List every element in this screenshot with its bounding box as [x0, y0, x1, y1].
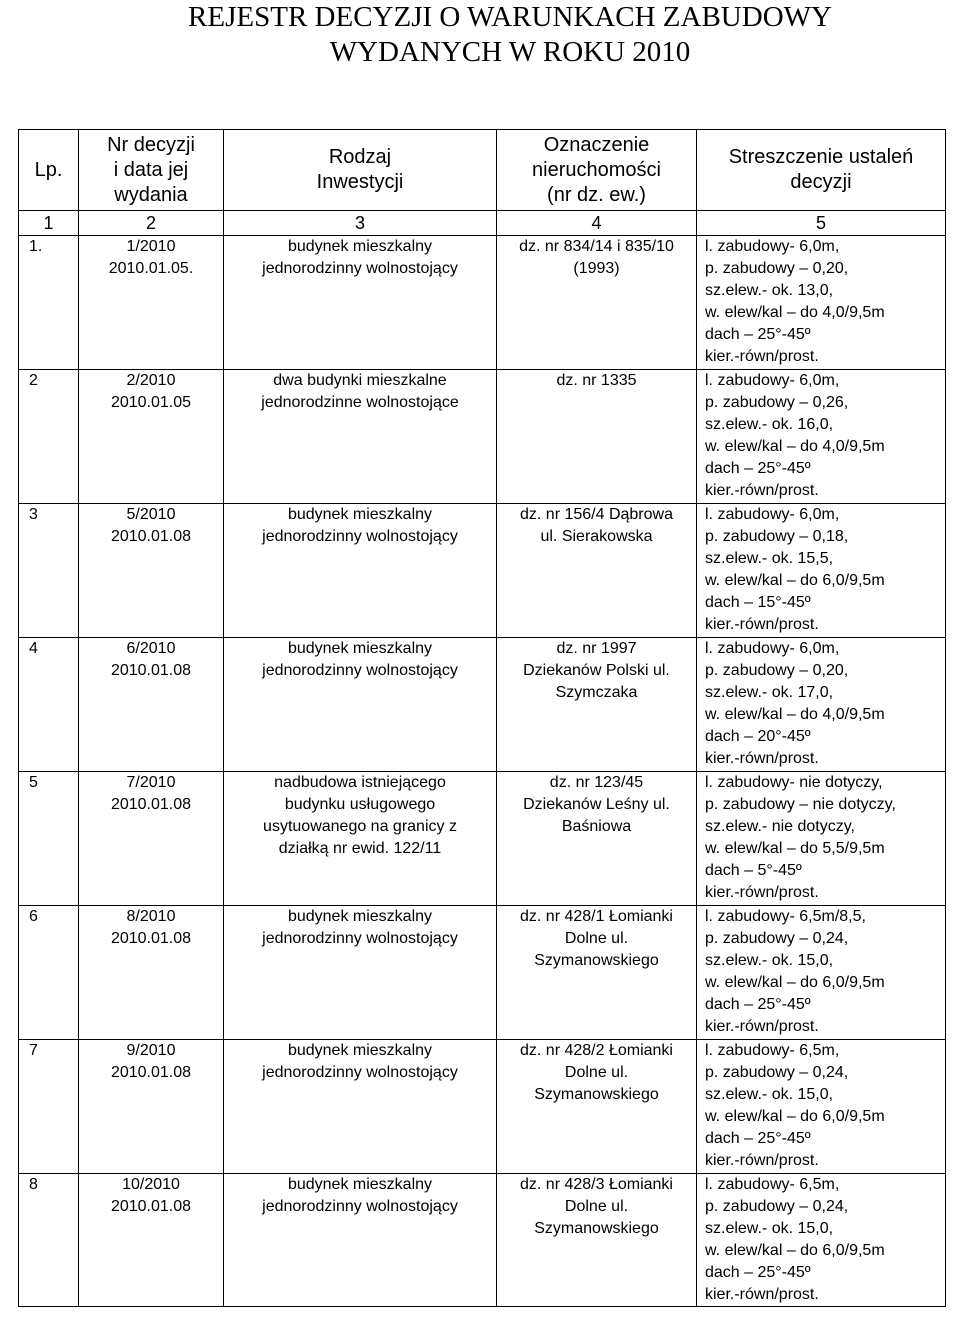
cell-oznaczenie-line: dz. nr 123/45 — [549, 774, 644, 791]
title-line-1: REJESTR DECYZJI O WARUNKACH ZABUDOWY — [188, 1, 832, 33]
cell-streszczenie-line: kier.-równ/prost. — [705, 750, 819, 767]
cell-streszczenie-line: p. zabudowy – 0,20, — [705, 662, 849, 679]
cell-lp: 7 — [19, 1040, 79, 1174]
cell-streszczenie-line: p. zabudowy – 0,20, — [705, 260, 849, 277]
cell-lp: 8 — [19, 1174, 79, 1307]
cell-streszczenie-line: dach – 25°-45º — [705, 1130, 811, 1147]
cell-streszczenie-line: l. zabudowy- 6,0m, — [705, 640, 840, 657]
cell-streszczenie-line: sz.elew.- ok. 13,0, — [705, 282, 834, 299]
cell-streszczenie-line: l. zabudowy- 6,0m, — [705, 372, 840, 389]
cell-streszczenie-line: l. zabudowy- 6,5m/8,5, — [705, 908, 866, 925]
cell-rodzaj-line: dwa budynki mieszkalne — [273, 372, 447, 389]
cell-oznaczenie-line: Szymanowskiego — [534, 952, 659, 969]
cell-rodzaj-line: jednorodzinny wolnostojący — [262, 662, 458, 679]
table-row — [19, 236, 946, 370]
cell-oznaczenie-line: dz. nr 834/14 i 835/10 — [519, 238, 674, 255]
cell-oznaczenie-line: dz. nr 1335 — [556, 372, 637, 389]
cell-oznaczenie-line: Dziekanów Polski ul. — [523, 662, 670, 679]
cell-streszczenie — [697, 906, 946, 1040]
cell-rodzaj-line: jednorodzinny wolnostojący — [262, 1198, 458, 1215]
header-oznaczenie: Oznaczenie nieruchomości (nr dz. ew.) — [497, 130, 697, 211]
cell-oznaczenie-line: dz. nr 1997 — [556, 640, 637, 657]
cell-nr-decyzji-line: 1/2010 — [126, 238, 176, 255]
cell-streszczenie-line: dach – 25°-45º — [705, 996, 811, 1013]
cell-rodzaj — [224, 638, 497, 772]
cell-oznaczenie-line: Szymanowskiego — [534, 1086, 659, 1103]
cell-streszczenie-line: w. elew/kal – do 6,0/9,5m — [705, 1108, 885, 1125]
cell-streszczenie — [697, 638, 946, 772]
cell-streszczenie-line: dach – 25°-45º — [705, 460, 811, 477]
cell-oznaczenie-line: Szymanowskiego — [534, 1220, 659, 1237]
cell-oznaczenie — [497, 370, 697, 504]
cell-nr-decyzji — [79, 638, 224, 772]
cell-rodzaj-line: budynek mieszkalny — [287, 1042, 433, 1059]
cell-nr-decyzji-line: 8/2010 — [126, 908, 176, 925]
cell-oznaczenie-line: Dolne ul. — [564, 1198, 629, 1215]
cell-streszczenie — [697, 370, 946, 504]
table-row — [19, 370, 946, 504]
cell-oznaczenie-line: Baśniowa — [561, 818, 632, 835]
cell-streszczenie-line: w. elew/kal – do 4,0/9,5m — [705, 304, 885, 321]
cell-rodzaj-line: usytuowanego na granicy z — [263, 818, 457, 835]
cell-streszczenie-line: l. zabudowy- 6,0m, — [705, 506, 840, 523]
header-streszczenie: Streszczenie ustaleń decyzji — [697, 130, 946, 211]
cell-rodzaj-line: jednorodzinne wolnostojące — [261, 394, 459, 411]
cell-rodzaj-line: jednorodzinny wolnostojący — [262, 1064, 458, 1081]
table-row — [19, 1174, 946, 1307]
cell-oznaczenie — [497, 772, 697, 906]
cell-streszczenie-line: l. zabudowy- nie dotyczy, — [705, 774, 883, 791]
cell-rodzaj — [224, 236, 497, 370]
cell-streszczenie-line: sz.elew.- ok. 15,5, — [705, 550, 834, 567]
cell-rodzaj — [224, 1040, 497, 1174]
decisions-register-table — [18, 129, 946, 1307]
cell-streszczenie-line: kier.-równ/prost. — [705, 1286, 819, 1303]
cell-nr-decyzji — [79, 504, 224, 638]
cell-oznaczenie-line: dz. nr 428/2 Łomianki — [520, 1042, 673, 1059]
cell-oznaczenie — [497, 906, 697, 1040]
cell-nr-decyzji-line: 7/2010 — [126, 774, 176, 791]
cell-rodzaj-line: budynek mieszkalny — [287, 238, 433, 255]
table-row — [19, 772, 946, 906]
cell-nr-decyzji — [79, 1174, 224, 1307]
cell-streszczenie-line: sz.elew.- ok. 15,0, — [705, 1086, 834, 1103]
table-row — [19, 638, 946, 772]
cell-rodzaj-line: działką nr ewid. 122/11 — [278, 840, 442, 857]
cell-nr-decyzji — [79, 1040, 224, 1174]
cell-oznaczenie-line: ul. Sierakowska — [540, 528, 653, 545]
cell-nr-decyzji-line: 2010.01.08 — [110, 1198, 192, 1215]
cell-nr-decyzji-line: 2010.01.08 — [110, 528, 192, 545]
cell-oznaczenie-line: dz. nr 428/1 Łomianki — [520, 908, 673, 925]
cell-streszczenie-line: p. zabudowy – 0,24, — [705, 1064, 849, 1081]
cell-streszczenie-line: w. elew/kal – do 5,5/9,5m — [705, 840, 885, 857]
cell-nr-decyzji — [79, 772, 224, 906]
cell-oznaczenie — [497, 504, 697, 638]
cell-rodzaj-line: jednorodzinny wolnostojący — [262, 260, 458, 277]
column-numbers-row — [19, 211, 946, 236]
cell-nr-decyzji-line: 2/2010 — [126, 372, 176, 389]
cell-streszczenie-line: p. zabudowy – 0,24, — [705, 930, 849, 947]
cell-rodzaj-line: nadbudowa istniejącego — [274, 774, 446, 791]
cell-streszczenie-line: dach – 15°-45º — [705, 594, 811, 611]
cell-lp: 6 — [19, 906, 79, 1040]
cell-oznaczenie-line: dz. nr 428/3 Łomianki — [520, 1176, 673, 1193]
cell-streszczenie-line: sz.elew.- ok. 17,0, — [705, 684, 834, 701]
cell-streszczenie — [697, 1040, 946, 1174]
cell-rodzaj-line: budynek mieszkalny — [287, 1176, 433, 1193]
cell-streszczenie-line: l. zabudowy- 6,5m, — [705, 1042, 840, 1059]
cell-streszczenie-line: sz.elew.- ok. 15,0, — [705, 1220, 834, 1237]
cell-oznaczenie — [497, 1174, 697, 1307]
cell-oznaczenie-line: (1993) — [573, 260, 620, 277]
cell-nr-decyzji-line: 10/2010 — [122, 1176, 180, 1193]
cell-streszczenie-line: p. zabudowy – 0,24, — [705, 1198, 849, 1215]
cell-lp: 2 — [19, 370, 79, 504]
cell-oznaczenie-line: Dolne ul. — [564, 1064, 629, 1081]
cell-rodzaj-line: budynek mieszkalny — [287, 640, 433, 657]
cell-streszczenie-line: kier.-równ/prost. — [705, 482, 819, 499]
cell-streszczenie-line: p. zabudowy – nie dotyczy, — [705, 796, 896, 813]
column-number: 1 — [19, 211, 79, 236]
cell-nr-decyzji-line: 5/2010 — [126, 506, 176, 523]
cell-streszczenie — [697, 772, 946, 906]
cell-rodzaj-line: jednorodzinny wolnostojący — [262, 930, 458, 947]
cell-nr-decyzji-line: 2010.01.05. — [108, 260, 194, 277]
cell-oznaczenie-line: dz. nr 156/4 Dąbrowa — [520, 506, 673, 523]
cell-streszczenie — [697, 504, 946, 638]
cell-nr-decyzji-line: 2010.01.08 — [110, 930, 192, 947]
cell-oznaczenie — [497, 236, 697, 370]
header-nr-decyzji: Nr decyzji i data jej wydania — [79, 130, 224, 211]
header-row — [19, 130, 946, 211]
cell-lp: 3 — [19, 504, 79, 638]
table-body — [19, 211, 946, 1307]
cell-oznaczenie-line: Szymczaka — [555, 684, 638, 701]
column-number: 2 — [79, 211, 224, 236]
cell-rodzaj-line: budynek mieszkalny — [287, 908, 433, 925]
cell-nr-decyzji — [79, 370, 224, 504]
cell-lp: 4 — [19, 638, 79, 772]
cell-streszczenie — [697, 236, 946, 370]
cell-streszczenie-line: sz.elew.- nie dotyczy, — [705, 818, 855, 835]
cell-streszczenie-line: sz.elew.- ok. 16,0, — [705, 416, 834, 433]
document-title — [95, 0, 925, 70]
cell-streszczenie-line: dach – 25°-45º — [705, 326, 811, 343]
table-row — [19, 1040, 946, 1174]
cell-nr-decyzji-line: 2010.01.08 — [110, 662, 192, 679]
cell-streszczenie-line: kier.-równ/prost. — [705, 1152, 819, 1169]
cell-lp: 1. — [19, 236, 79, 370]
cell-nr-decyzji — [79, 906, 224, 1040]
cell-oznaczenie-line: Dolne ul. — [564, 930, 629, 947]
cell-rodzaj — [224, 772, 497, 906]
cell-streszczenie-line: sz.elew.- ok. 15,0, — [705, 952, 834, 969]
cell-nr-decyzji — [79, 236, 224, 370]
cell-nr-decyzji-line: 9/2010 — [126, 1042, 176, 1059]
cell-streszczenie-line: w. elew/kal – do 6,0/9,5m — [705, 572, 885, 589]
cell-streszczenie-line: kier.-równ/prost. — [705, 1018, 819, 1035]
header-rodzaj: Rodzaj Inwestycji — [224, 130, 497, 211]
cell-streszczenie-line: kier.-równ/prost. — [705, 616, 819, 633]
cell-streszczenie-line: p. zabudowy – 0,18, — [705, 528, 849, 545]
cell-rodzaj-line: jednorodzinny wolnostojący — [262, 528, 458, 545]
cell-streszczenie-line: l. zabudowy- 6,5m, — [705, 1176, 840, 1193]
cell-streszczenie — [697, 1174, 946, 1307]
cell-nr-decyzji-line: 2010.01.08 — [110, 1064, 192, 1081]
column-number: 4 — [497, 211, 697, 236]
cell-streszczenie-line: dach – 20°-45º — [705, 728, 811, 745]
cell-rodzaj — [224, 504, 497, 638]
cell-nr-decyzji-line: 2010.01.08 — [110, 796, 192, 813]
cell-streszczenie-line: dach – 25°-45º — [705, 1264, 811, 1281]
cell-oznaczenie — [497, 1040, 697, 1174]
table-row — [19, 504, 946, 638]
cell-rodzaj-line: budynek mieszkalny — [287, 506, 433, 523]
cell-streszczenie-line: p. zabudowy – 0,26, — [705, 394, 849, 411]
table-row — [19, 906, 946, 1040]
cell-streszczenie-line: kier.-równ/prost. — [705, 884, 819, 901]
cell-rodzaj — [224, 370, 497, 504]
header-lp: Lp. — [19, 130, 79, 211]
cell-streszczenie-line: kier.-równ/prost. — [705, 348, 819, 365]
cell-streszczenie-line: w. elew/kal – do 6,0/9,5m — [705, 1242, 885, 1259]
cell-streszczenie-line: w. elew/kal – do 4,0/9,5m — [705, 438, 885, 455]
cell-rodzaj — [224, 906, 497, 1040]
cell-oznaczenie-line: Dziekanów Leśny ul. — [523, 796, 670, 813]
cell-streszczenie-line: l. zabudowy- 6,0m, — [705, 238, 840, 255]
cell-streszczenie-line: dach – 5°-45º — [705, 862, 802, 879]
column-number: 5 — [697, 211, 946, 236]
cell-rodzaj-line: budynku usługowego — [284, 796, 436, 813]
cell-rodzaj — [224, 1174, 497, 1307]
title-line-2: WYDANYCH W ROKU 2010 — [329, 36, 691, 68]
cell-oznaczenie — [497, 638, 697, 772]
cell-nr-decyzji-line: 6/2010 — [126, 640, 176, 657]
cell-streszczenie-line: w. elew/kal – do 4,0/9,5m — [705, 706, 885, 723]
column-number: 3 — [224, 211, 497, 236]
cell-nr-decyzji-line: 2010.01.05 — [110, 394, 192, 411]
cell-streszczenie-line: w. elew/kal – do 6,0/9,5m — [705, 974, 885, 991]
cell-lp: 5 — [19, 772, 79, 906]
